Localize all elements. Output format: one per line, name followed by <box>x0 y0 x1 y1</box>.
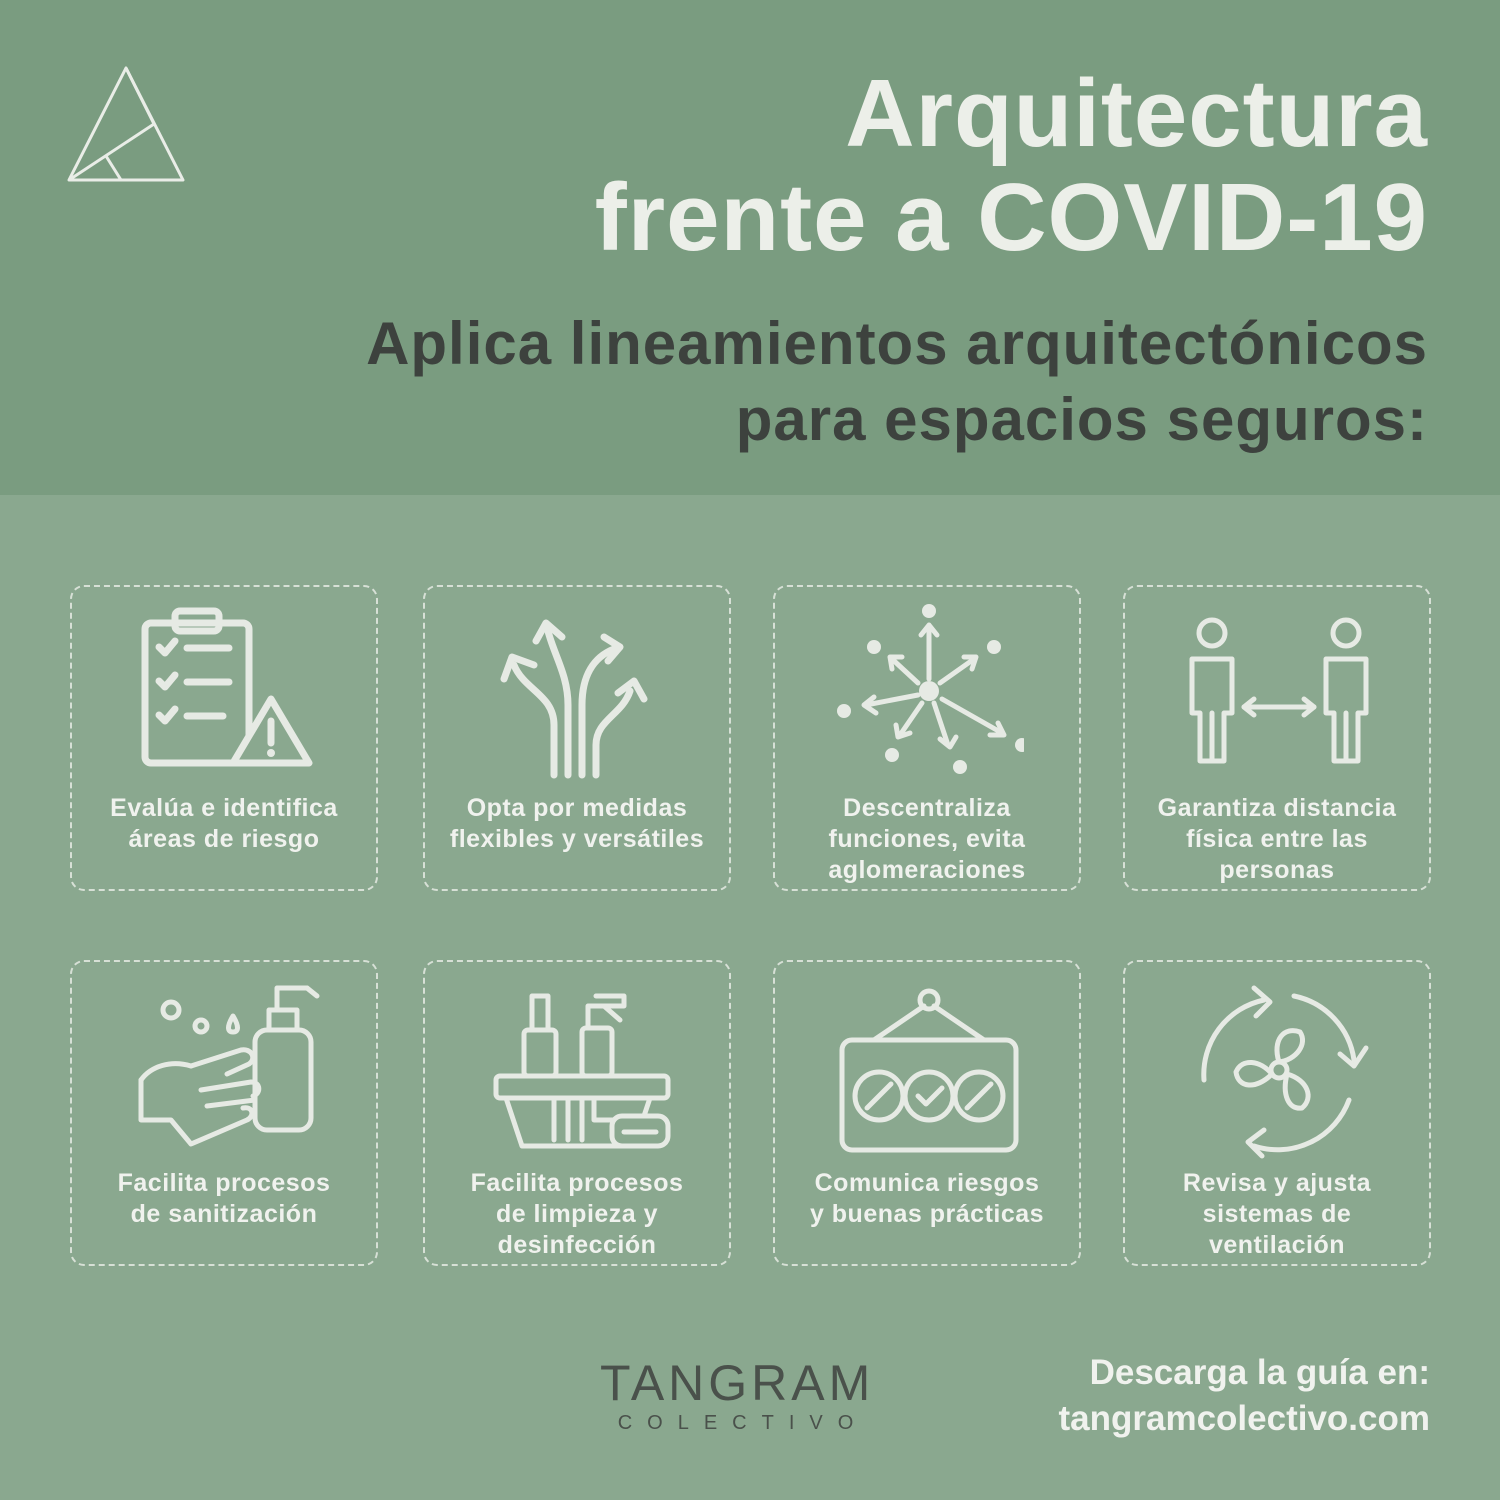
download-text: Descarga la guía en: <box>1089 1353 1430 1392</box>
brand-logo <box>600 1355 875 1436</box>
card-physical-distance: Garantiza distancia física entre las personas <box>1123 585 1431 891</box>
card-ventilation: Revisa y ajusta sistemas de ventilación <box>1123 960 1431 1266</box>
card-sanitization: Facilita procesos de sanitización <box>70 960 378 1266</box>
hand-sanitizer-icon <box>131 970 321 1160</box>
card-flexible-measures: Opta por medidas flexibles y versátiles <box>423 585 731 891</box>
download-note <box>1059 1350 1431 1442</box>
flexible-arrows-icon <box>484 595 674 785</box>
hanging-sign-icon <box>834 970 1024 1160</box>
card-cleaning: Facilita procesos de limpieza y desinfección <box>423 960 731 1266</box>
ventilation-fan-icon <box>1184 970 1374 1160</box>
triangle-logo-icon <box>64 62 188 186</box>
physical-distance-icon <box>1184 595 1374 785</box>
decentralize-network-icon <box>834 595 1024 785</box>
page-title: Arquitectura frente a COVID-19 <box>594 60 1428 271</box>
brand-sub: COLECTIVO <box>617 1412 869 1434</box>
checklist-warning-icon <box>131 595 321 785</box>
card-communicate: Comunica riesgos y buenas prácticas <box>773 960 1081 1266</box>
cleaning-bucket-icon <box>484 970 674 1160</box>
download-url: tangramcolectivo.com <box>1058 1399 1430 1438</box>
card-evaluate-risk: Evalúa e identifica áreas de riesgo <box>70 585 378 891</box>
brand-name: TANGRAM <box>600 1355 875 1411</box>
card-decentralize: Descentraliza funciones, evita aglomeraciones <box>773 585 1081 891</box>
page-subtitle: Aplica lineamientos arquitectónicos para espacios seguros: <box>366 310 1428 453</box>
